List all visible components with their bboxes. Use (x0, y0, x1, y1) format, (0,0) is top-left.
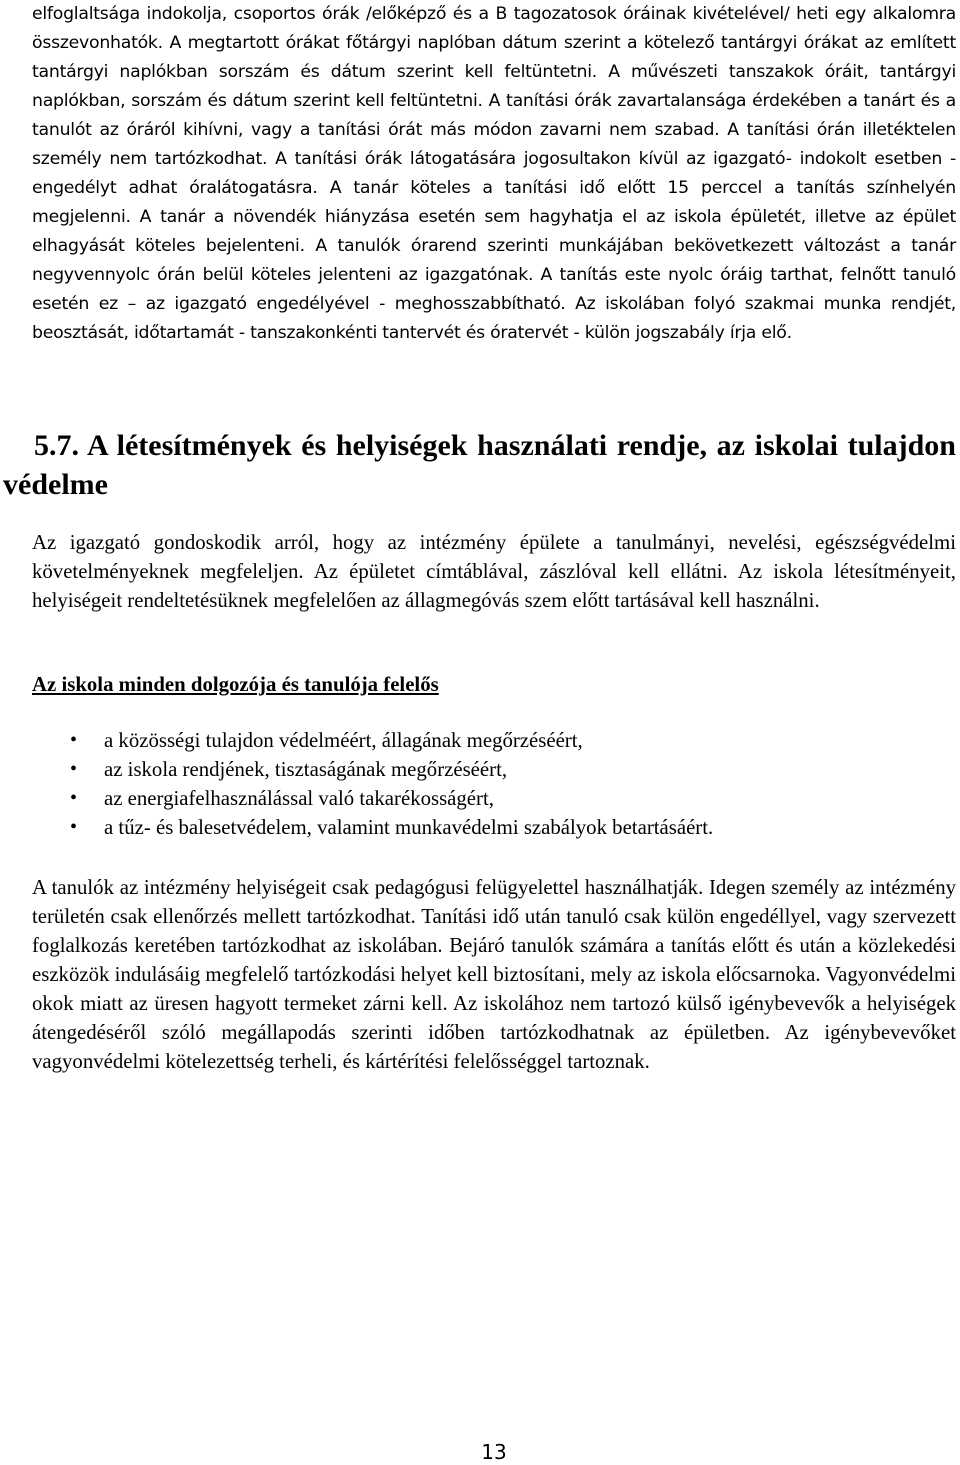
list-item (32, 726, 932, 755)
section-heading (3, 426, 956, 504)
list-item-text: a tűz- és balesetvédelem, valamint munkavédelmi szabályok betartásáért. (104, 816, 714, 839)
list-item (32, 784, 932, 813)
body-paragraph-1: elfoglaltsága indokolja, csoportos órák /előképző és a B tagozatosok óráinak kivételével/ heti egy alkalomra összevonhatók. A megtartott órákat főtárgyi naplóban dátum szerint a kötelező tantárgyi órákat az említett tantárgyi naplókban sorszám és dátum szerint kell feltüntetni. A művészeti tanszakok óráit, tantárgyi naplókban, sorszám és dátum szerint kell feltüntetni. A tanítási órák zavartalansága érdekében a tanárt és a tanulót az óráról kihívni, vagy a tanítási órát más módon zavarni nem szabad. A tanítási órán illetéktelen személy nem tartózkodhat. A tanítási órák látogatására jogosultakon kívül az igazgató- indokolt esetben - engedélyt adhat óralátogatásra. A tanár köteles a tanítási idő előtt 15 perccel a tanítás színhelyén megjelenni. A tanár a növendék hiányzása esetén sem hagyhatja el az iskola épületét, illetve az épület elhagyását köteles bejelenteni. A tanulók órarend szerinti munkájában bekövetkezett változást a tanár negyvennyolc órán belül köteles jelenteni az igazgatónak. A tanítás este nyolc óráig tarthat, felnőtt tanuló esetén ez – az igazgató engedélyével - meghosszabbítható. Az iskolában folyó szakmai munka rendjét, beosztását, időtartamát - tanszakonkénti tantervét és óratervét - külön jogszabály írja elő. (32, 4, 956, 343)
body-paragraph-2: Az igazgató gondoskodik arról, hogy az intézmény épülete a tanulmányi, nevelési, egészségvédelmi követelményeknek megfeleljen. Az épületet címtáblával, zászlóval kell ellátni. Az iskola létesítményeit, helyiségeit rendeltetésüknek megfelelően az állagmegóvás szem előtt tartásával kell használni. (32, 531, 956, 612)
section-title: A létesítmények és helyiségek használati rendje, az iskolai tulajdon védelme (3, 429, 956, 501)
responsibility-subheading: Az iskola minden dolgozója és tanulója felelős (32, 673, 439, 696)
bullet-icon: • (70, 816, 78, 838)
section-number: 5.7. (34, 429, 79, 462)
bullet-icon: • (70, 787, 78, 809)
list-item-text: a közösségi tulajdon védelméért, állagának megőrzéséért, (104, 729, 583, 752)
body-paragraph-3: A tanulók az intézmény helyiségeit csak pedagógusi felügyelettel használhatják. Idegen személy az intézmény területén csak ellenőrzés mellett tartózkodhat. Tanítási idő után tanuló csak külön engedéllyel, vagy szervezett foglalkozás keretében tartózkodhat az iskolában. Bejáró tanulók számára a tanítás előtt és után a közlekedési eszközök indulásáig megfelelő tartózkodási helyet kell biztosítani, mely az iskola előcsarnoka. Vagyonvédelmi okok miatt az üresen hagyott termeket zárni kell. Az iskolához nem tartozó külső igénybevevők a helyiségek átengedéséről szóló megállapodás szerinti időben tartózkodhatnak az épületben. Az igénybevevőket vagyonvédelmi kötelezettség terheli, és kártérítési felelősséggel tartoznak. (32, 876, 956, 1073)
list-item (32, 813, 932, 842)
list-item (32, 755, 932, 784)
page-number: 13 (481, 1440, 507, 1464)
bullet-icon: • (70, 758, 78, 780)
list-item-text: az iskola rendjének, tisztaságának megőrzéséért, (104, 758, 508, 781)
responsibility-list (32, 726, 932, 842)
bullet-icon: • (70, 729, 78, 751)
list-item-text: az energiafelhasználással való takarékosságért, (104, 787, 494, 810)
